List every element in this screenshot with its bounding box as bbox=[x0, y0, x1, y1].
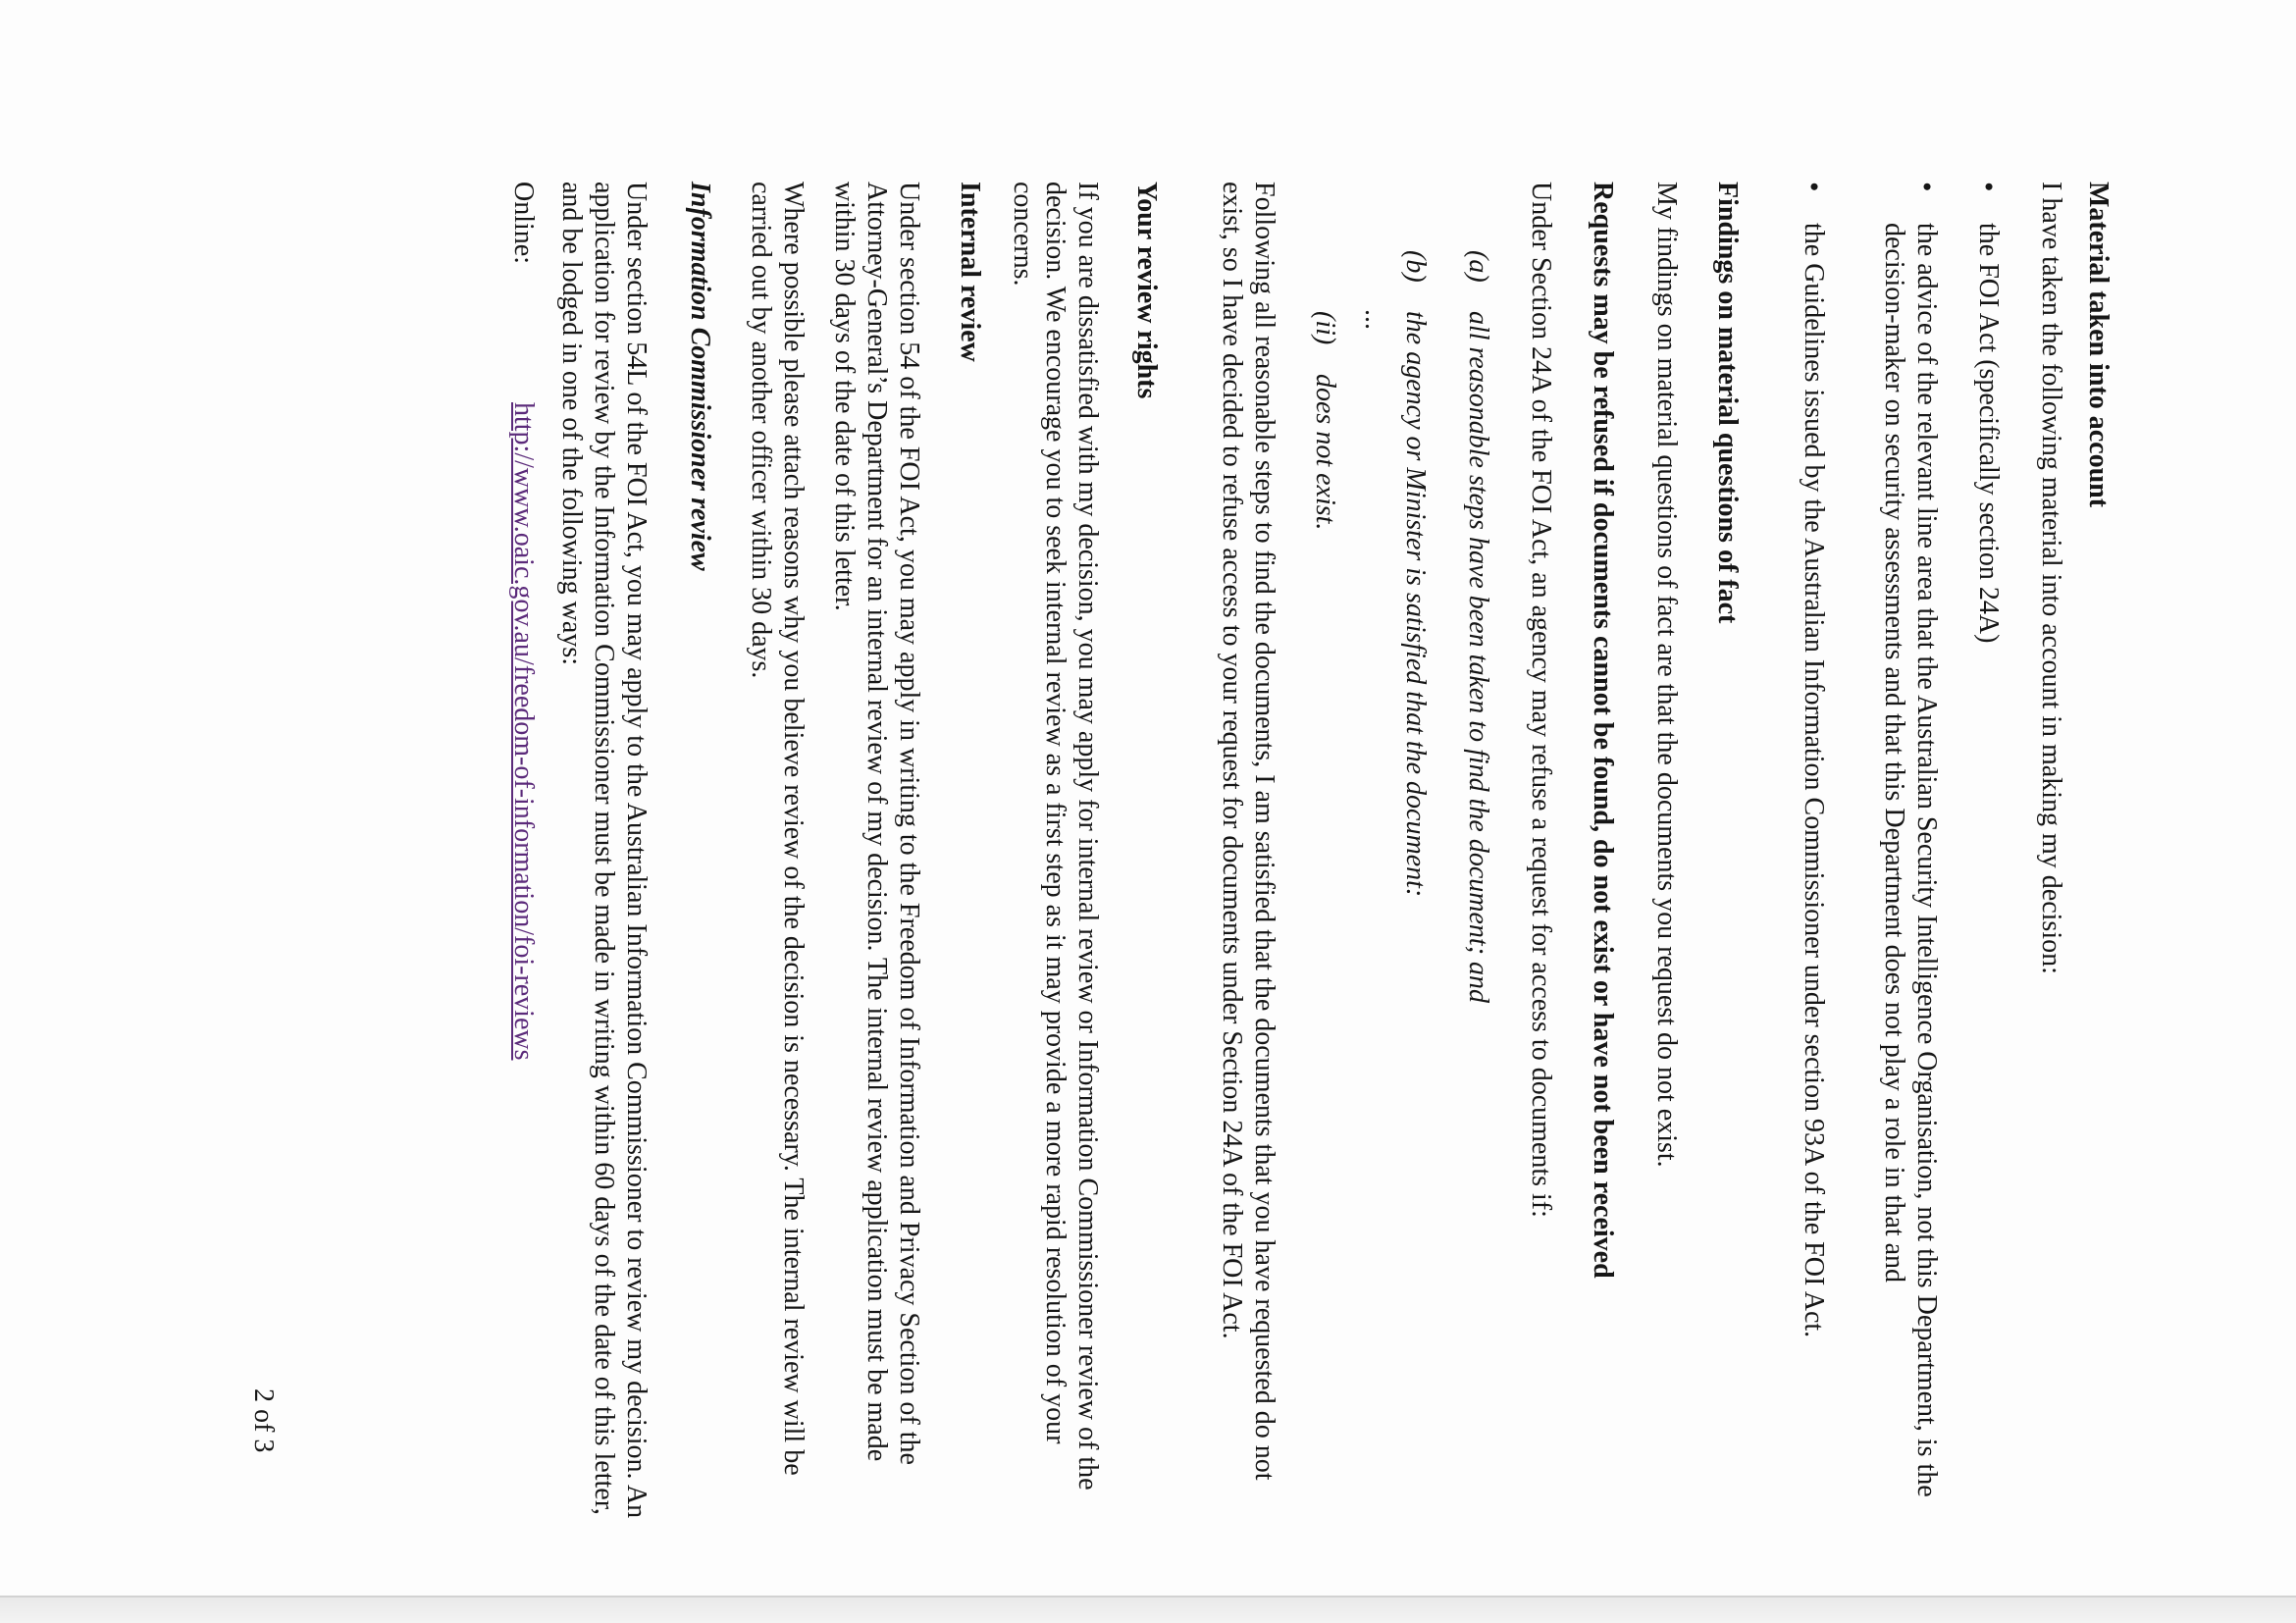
online-label: Online: bbox=[508, 182, 539, 264]
list-item bbox=[1798, 182, 1830, 1526]
internal-review-text: Under section 54 of the FOI Act, you may apply in writing to the Freedom of Information and Privacy Section of the Attorney-General’s Department for an internal review of my decision. The internal review application must be made within 30 days of the date of this letter. bbox=[829, 182, 924, 1465]
letter-page bbox=[191, 182, 2114, 1526]
review-rights-heading: Your review rights bbox=[1131, 182, 1162, 399]
bullet-text: the FOI Act (specifically section 24A) bbox=[1973, 223, 2004, 644]
material-heading: Material taken into account bbox=[2083, 182, 2113, 508]
legal-item-text: the agency or Minister is satisfied that the document: bbox=[1400, 311, 1431, 898]
ellipsis: ... bbox=[1359, 309, 1389, 330]
legal-item-number: (b) bbox=[1400, 250, 1431, 283]
legal-item-number: (ii) bbox=[1310, 311, 1340, 345]
refused-conclusion: Following all reasonable steps to find the documents, I am satisfied that the documents that you have requested do not exist, so I have decided to refuse access to your request for documents under Section 24A of the FOI Act. bbox=[1217, 182, 1279, 1481]
legal-item-b bbox=[1399, 250, 1432, 897]
legal-item-a bbox=[1462, 250, 1494, 1003]
bullet-icon: • bbox=[1972, 182, 2005, 192]
findings-heading: Findings on material questions of fact bbox=[1712, 182, 1743, 624]
bullet-text: the advice of the relevant line area that the Australian Security Intelligence Organisation, not this Department, is the decision-maker on security assessments and that this Department does not play a role in that and bbox=[1879, 223, 1942, 1497]
review-rights-text: If you are dissatisfied with my decision, you may apply for internal review or Information Commissioner review of the decision. We encourage you to seek internal review as a first step as it may provide a more rapid resolution of your concerns. bbox=[1008, 182, 1103, 1491]
list-item bbox=[1878, 182, 1943, 1516]
bullet-icon: • bbox=[1910, 182, 1943, 192]
bullet-icon: • bbox=[1798, 182, 1830, 192]
legal-item-text: does not exist. bbox=[1310, 374, 1340, 531]
internal-review-text-2: Where possible please attach reasons why you believe review of the decision is necessary. The internal review will be carried out by another officer within 30 days. bbox=[746, 182, 809, 1476]
oaic-review-link[interactable]: http://www.oaic.gov.au/freedom-of-information/foi-reviews bbox=[508, 402, 539, 1061]
ic-review-heading: Information Commissioner review bbox=[685, 182, 715, 571]
scan-bottom-edge bbox=[0, 1596, 2296, 1623]
findings-text: My findings on material questions of fact are that the documents you request do not exist. bbox=[1651, 182, 1682, 1168]
online-row bbox=[507, 182, 540, 1061]
legal-item-text: all reasonable steps have been taken to find the document; and bbox=[1463, 311, 1493, 1004]
ic-review-text: Under section 54L of the FOI Act, you may apply to the Australian Information Commissioner to review my decision. An application for review by the Information Commissioner must be made in writing within 60 days of the date of this letter, and be lodged in one of the following ways: bbox=[556, 182, 652, 1519]
list-item bbox=[1972, 182, 2005, 1526]
legal-item-ii bbox=[1309, 311, 1341, 530]
bullet-text: the Guidelines issued by the Australian Information Commissioner under section 93A of the FOI Act. bbox=[1799, 223, 1829, 1338]
page-number: 2 of 3 bbox=[248, 1388, 279, 1453]
legal-item-number: (a) bbox=[1463, 250, 1493, 283]
refused-intro: Under Section 24A of the FOI Act, an agency may refuse a request for access to documents if: bbox=[1526, 182, 1556, 1218]
refused-heading: Requests may be refused if documents cannot be found, do not exist or have not been received bbox=[1588, 182, 1618, 1279]
material-intro: I have taken the following material into account in making my decision: bbox=[2036, 182, 2066, 974]
internal-review-heading: Internal review bbox=[955, 182, 985, 362]
